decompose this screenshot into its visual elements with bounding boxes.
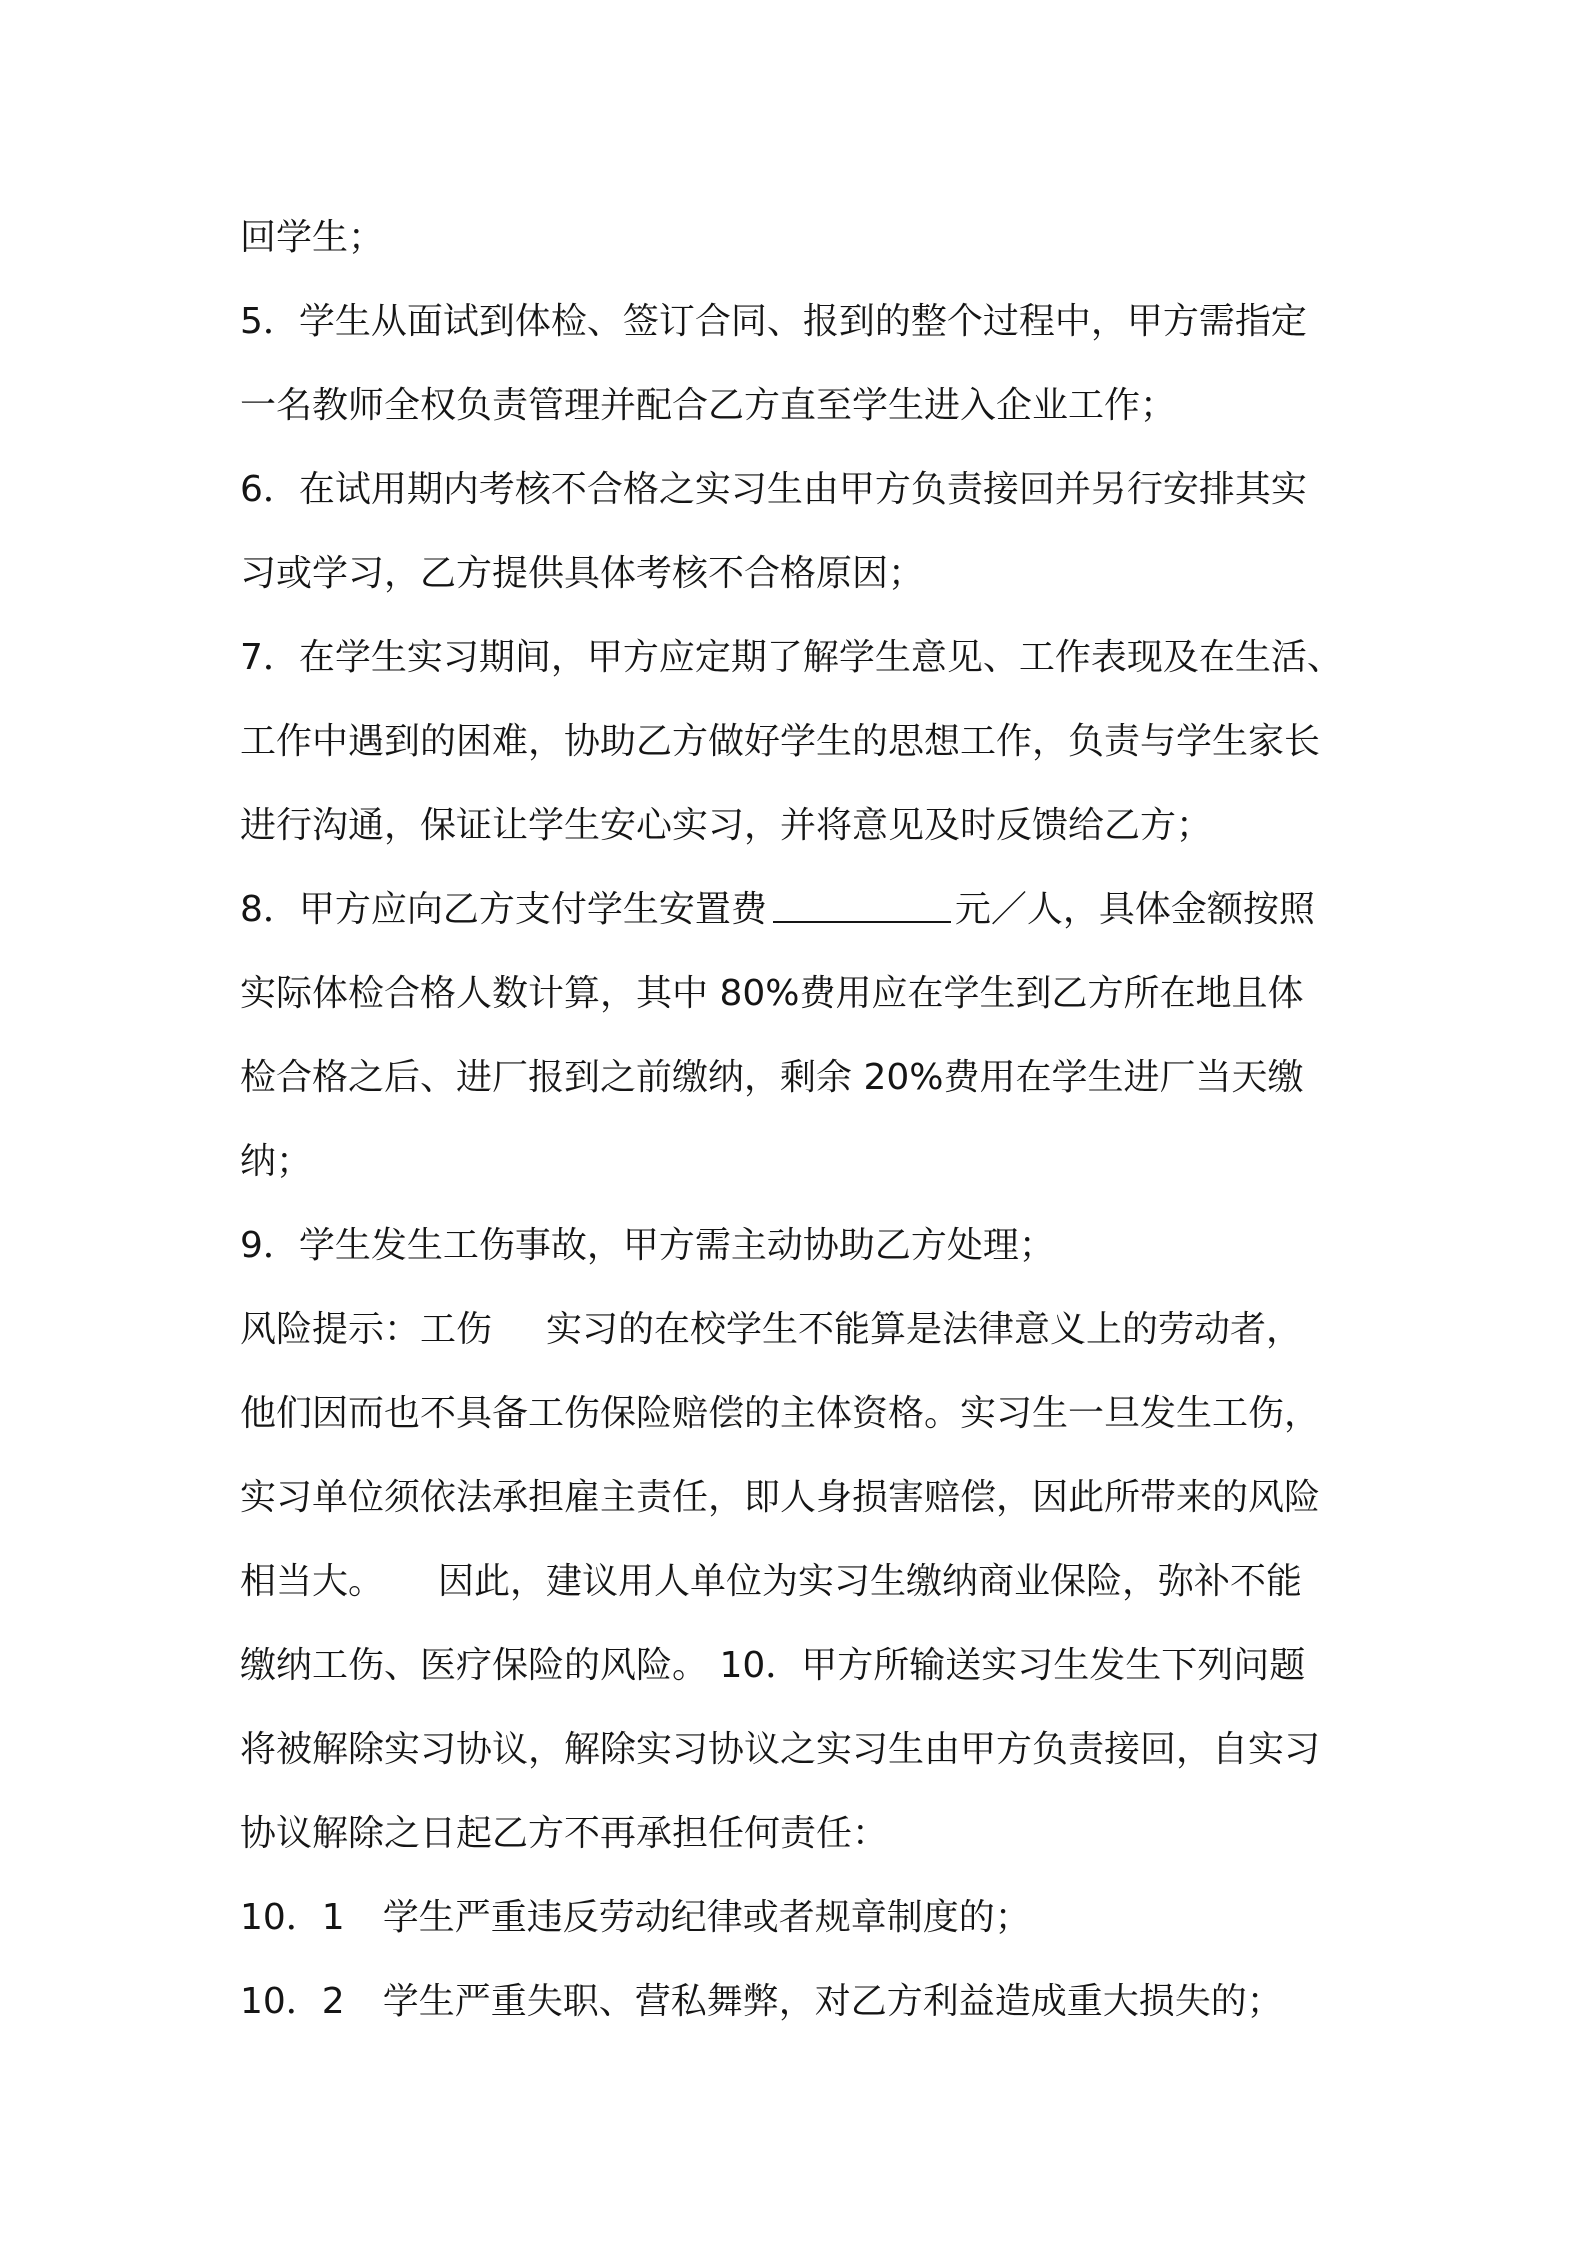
clause-line [240, 1876, 1386, 1960]
clause-text: 学生严重违反劳动纪律或者规章制度的； [382, 1897, 1031, 1938]
text-line: 回学生； [240, 217, 385, 258]
advice-text-before: 相当大。 [240, 1561, 385, 1602]
clause-number: 10．1 [240, 1897, 345, 1938]
text-line: 纳； [240, 1141, 313, 1182]
text-line: 他们因而也不具备工伤保险赔偿的主体资格。实习生一旦发生工伤， [240, 1393, 1321, 1434]
text-line: 5．学生从面试到体检、签订合同、报到的整个过程中，甲方需指定 [240, 301, 1307, 342]
risk-text: 实习的在校学生不能算是法律意义上的劳动者， [546, 1309, 1303, 1350]
clause-number: 10．2 [240, 1981, 345, 2022]
text-line: 一名教师全权负责管理并配合乙方直至学生进入企业工作； [240, 385, 1177, 426]
risk-label: 风险提示：工伤 [240, 1309, 493, 1350]
fee-text-before: 8．甲方应向乙方支付学生安置费 [240, 889, 767, 930]
text-line: 进行沟通，保证让学生安心实习，并将意见及时反馈给乙方； [240, 805, 1213, 846]
text-line: 习或学习，乙方提供具体考核不合格原因； [240, 553, 925, 594]
text-line: 实习单位须依法承担雇主责任，即人身损害赔偿，因此所带来的风险 [240, 1477, 1321, 1518]
text-line: 9．学生发生工伤事故，甲方需主动协助乙方处理； [240, 1225, 1055, 1266]
text-line: 工作中遇到的困难，协助乙方做好学生的思想工作，负责与学生家长 [240, 721, 1321, 762]
text-line: 7．在学生实习期间，甲方应定期了解学生意见、工作表现及在生活、 [240, 637, 1343, 678]
risk-line [240, 1288, 1386, 1372]
contract-text [240, 196, 1386, 2044]
text-line: 检合格之后、进厂报到之前缴纳，剩余 20%费用在学生进厂当天缴 [240, 1057, 1304, 1098]
advice-text-after: 因此，建议用人单位为实习生缴纳商业保险，弥补不能 [438, 1561, 1303, 1602]
text-line: 6．在试用期内考核不合格之实习生由甲方负责接回并另行安排其实 [240, 469, 1307, 510]
text-line: 实际体检合格人数计算，其中 80%费用应在学生到乙方所在地且体 [240, 973, 1304, 1014]
clause-line [240, 1960, 1386, 2044]
fee-blank [773, 883, 951, 923]
text-line: 将被解除实习协议，解除实习协议之实习生由甲方负责接回，自实习 [240, 1729, 1321, 1770]
clause-text: 学生严重失职、营私舞弊，对乙方利益造成重大损失的； [382, 1981, 1283, 2022]
text-line: 协议解除之日起乙方不再承担任何责任： [240, 1813, 889, 1854]
text-line: 缴纳工伤、医疗保险的风险。 10．甲方所输送实习生发生下列问题 [240, 1645, 1306, 1686]
fee-line [240, 868, 1386, 952]
fee-text-after: 元／人，具体金额按照 [954, 889, 1315, 930]
advice-line [240, 1540, 1386, 1624]
